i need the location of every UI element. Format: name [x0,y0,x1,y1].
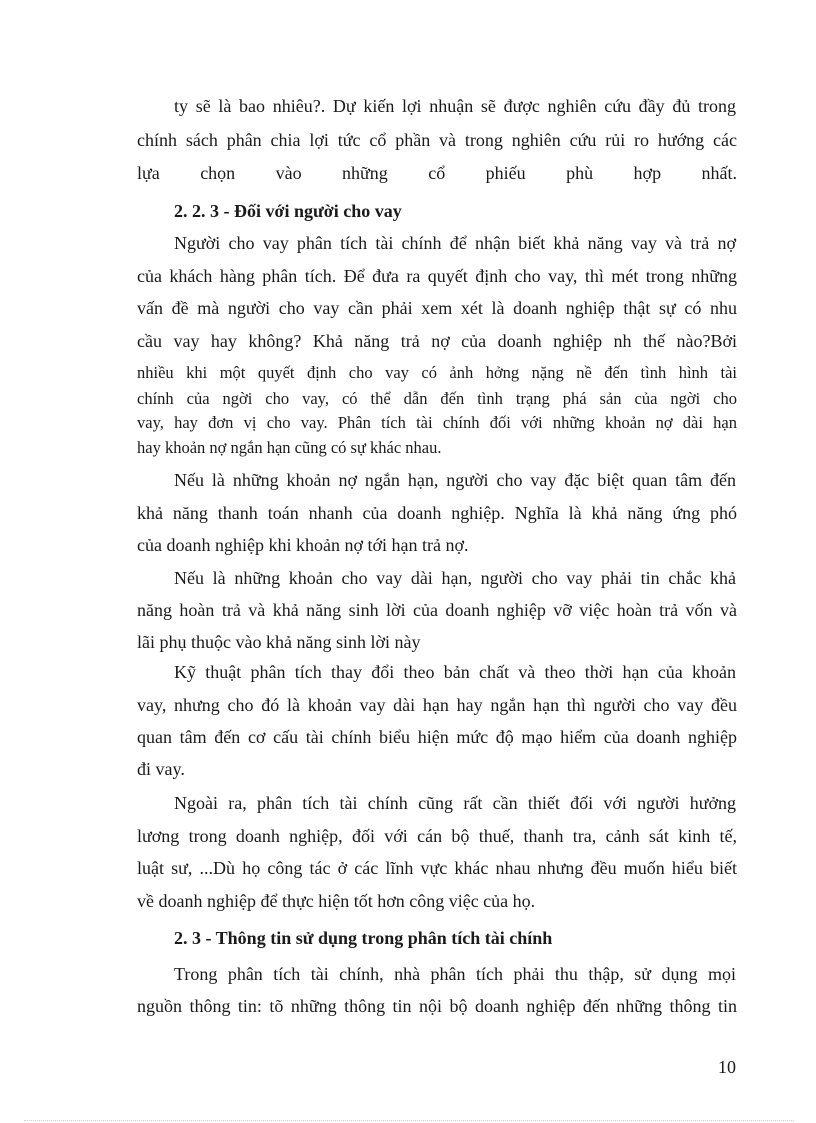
section-heading: 2. 3 - Thông tin sử dụng trong phân tích tài chính [174,928,553,948]
paragraph-line: về doanh nghiệp để thực hiện tốt hơn công việc của họ. [137,891,536,911]
paragraph-line: Nếu là những khoản cho vay dài hạn, người cho vay phải tin chắc khả [174,568,736,588]
paragraph-line: Nếu là những khoản nợ ngắn hạn, người cho vay đặc biệt quan tâm đến [174,470,736,490]
paragraph-line: lựa chọn vào những cổ phiếu phù hợp nhất. [137,163,737,183]
paragraph-line: năng hoàn trả và khả năng sinh lời của doanh nghiệp vỡ việc hoàn trả vốn và [137,600,737,620]
paragraph-line: lương trong doanh nghiệp, đối với cán bộ thuế, thanh tra, cảnh sát kinh tế, [137,826,737,846]
paragraph-line: ty sẽ là bao nhiêu?. Dự kiến lợi nhuận sẽ được nghiên cứu đầy đủ trong [174,96,736,116]
paragraph-line: Ngoài ra, phân tích tài chính cũng rất cần thiết đối với người hưởng [174,793,736,813]
paragraph-line: vấn đề mà người cho vay cần phải xem xét là doanh nghiệp thật sự có nhu [137,298,737,318]
paragraph-line: vay, nhưng cho đó là khoản vay dài hạn hay ngắn hạn thì người cho vay đều [137,695,737,715]
paragraph-line: Kỹ thuật phân tích thay đổi theo bản chất và theo thời hạn của khoản [174,662,736,682]
paragraph-line: luật sư, ...Dù họ công tác ở các lĩnh vực khác nhau nhưng đều muốn hiểu biết [137,858,737,878]
paragraph-line: hay khoản nợ ngắn hạn cũng có sự khác nhau. [137,438,442,457]
paragraph-line: của khách hàng phân tích. Để đưa ra quyết định cho vay, thì mét trong những [137,266,737,286]
paragraph-line: cầu vay hay không? Khả năng trả nợ của doanh nghiệp nh thế nào?Bởi [137,331,737,351]
paragraph-line: chính của ngời cho vay, có thể dẫn đến tình trạng phá sản của ngời cho [137,389,737,408]
paragraph-line: lãi phụ thuộc vào khả năng sinh lời này [137,632,421,652]
paragraph-line: đi vay. [137,759,185,779]
section-heading: 2. 2. 3 - Đối với người cho vay [174,201,402,221]
page-number: 10 [718,1057,736,1077]
paragraph-line: Người cho vay phân tích tài chính để nhận biết khả năng vay và trả nợ [174,233,736,253]
paragraph-line: quan tâm đến cơ cấu tài chính biểu hiện mức độ mạo hiểm của doanh nghiệp [137,727,737,747]
paragraph-line: chính sách phân chia lợi tức cổ phần và trong nghiên cứu rủi ro hướng các [137,130,737,150]
paragraph-line: Trong phân tích tài chính, nhà phân tích phải thu thập, sử dụng mọi [174,964,736,984]
paragraph-line: của doanh nghiệp khi khoản nợ tới hạn trả nợ. [137,535,469,555]
paragraph-line: khả năng thanh toán nhanh của doanh nghiệp. Nghĩa là khả năng ứng phó [137,503,737,523]
paragraph-line: nhiều khi một quyết định cho vay có ảnh hởng nặng nề đến tình hình tài [137,363,737,382]
paragraph-line: nguồn thông tin: tõ những thông tin nội bộ doanh nghiệp đến những thông tin [137,996,737,1016]
page-bottom-rule [24,1120,794,1121]
paragraph-line: vay, hay đơn vị cho vay. Phân tích tài chính đối với những khoản nợ dài hạn [137,413,737,432]
